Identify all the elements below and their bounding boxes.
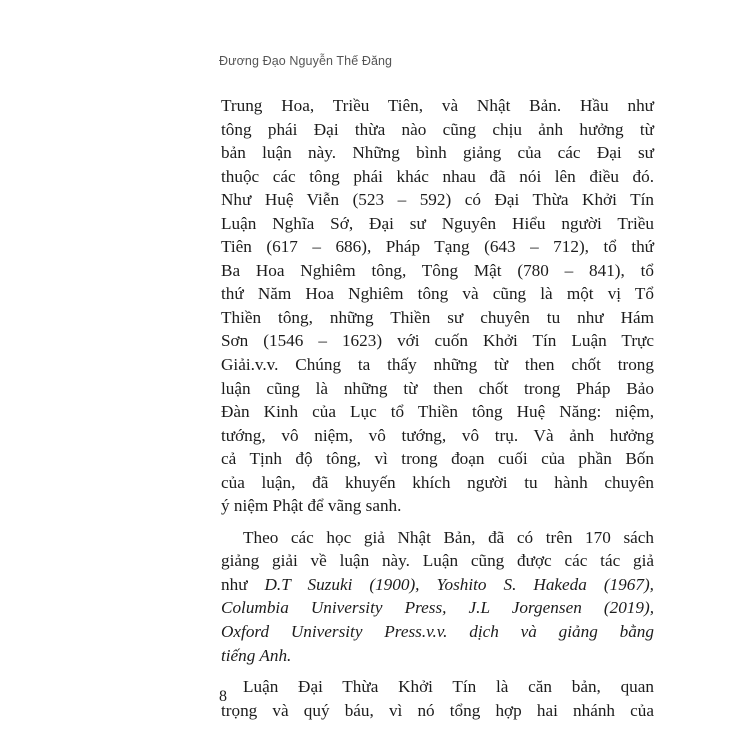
paragraph-2 <box>221 526 654 667</box>
text-line: Ba Hoa Nghiêm tông, Tông Mật (780 – 841), tổ <box>221 260 654 280</box>
text-line: Giải.v.v. Chúng ta thấy những từ then chốt trong <box>221 355 654 375</box>
page-number: 8 <box>219 688 227 705</box>
text-line: của luận, đã khuyến khích người tu hành chuyên <box>221 472 654 492</box>
text-line: Như Huệ Viễn (523 – 592) có Đại Thừa Khởi Tín <box>221 190 654 210</box>
text-line: tông phái Đại thừa nào cũng chịu ảnh hưởng từ <box>221 119 654 139</box>
paragraph-1 <box>221 94 654 518</box>
running-header: Đương Đạo Nguyễn Thế Đăng <box>219 54 393 68</box>
italic-citation: tiếng Anh. <box>221 645 292 665</box>
text-line: bản luận này. Những bình giảng của các Đại sư <box>221 143 654 163</box>
italic-citation: Oxford University Press.v.v. dịch và giảng bằng <box>221 622 654 642</box>
text-line: thứ Năm Hoa Nghiêm tông và cũng là một vị Tổ <box>221 284 654 304</box>
text-line: Tiên (617 – 686), Pháp Tạng (643 – 712), tổ thứ <box>221 237 654 257</box>
text-line: Luận Nghĩa Sớ, Đại sư Nguyên Hiểu người Triều <box>221 213 654 233</box>
text-line: Thiền tông, những Thiền sư chuyên tu như Hám <box>221 307 654 327</box>
body-text <box>221 94 654 722</box>
text-line: thuộc các tông phái khác nhau đã nói lên điều đó. <box>221 166 654 186</box>
text-line: Theo các học giả Nhật Bản, đã có trên 170 sách <box>243 527 654 547</box>
text-line: Luận Đại Thừa Khởi Tín là căn bản, quan <box>243 677 654 697</box>
text-line: trọng và quý báu, vì nó tổng hợp hai nhánh của <box>221 700 654 720</box>
text-line: Đàn Kinh của Lục tổ Thiền tông Huệ Năng: niệm, <box>221 402 654 422</box>
text-line: ý niệm Phật để vãng sanh. <box>221 496 402 516</box>
text-line-mixed <box>221 573 654 597</box>
text-line: Sơn (1546 – 1623) với cuốn Khởi Tín Luận Trực <box>221 331 654 351</box>
paragraph-3 <box>221 675 654 722</box>
text-line: Trung Hoa, Triều Tiên, và Nhật Bản. Hầu như <box>221 96 654 115</box>
italic-citation: D.T Suzuki (1900), Yoshito S. Hakeda (1967), <box>264 574 654 594</box>
text-line: giảng giải về luận này. Luận cũng được các tác giả <box>221 551 654 571</box>
text-line: luận cũng là những từ then chốt trong Pháp Bảo <box>221 378 654 398</box>
text-line: tướng, vô niệm, vô tướng, vô trụ. Và ảnh hưởng <box>221 425 654 445</box>
italic-citation: Columbia University Press, J.L Jorgensen (2019), <box>221 598 654 618</box>
text-line: cả Tịnh độ tông, vì trong đoạn cuối của phần Bốn <box>221 449 654 469</box>
text-run: như <box>221 574 265 594</box>
